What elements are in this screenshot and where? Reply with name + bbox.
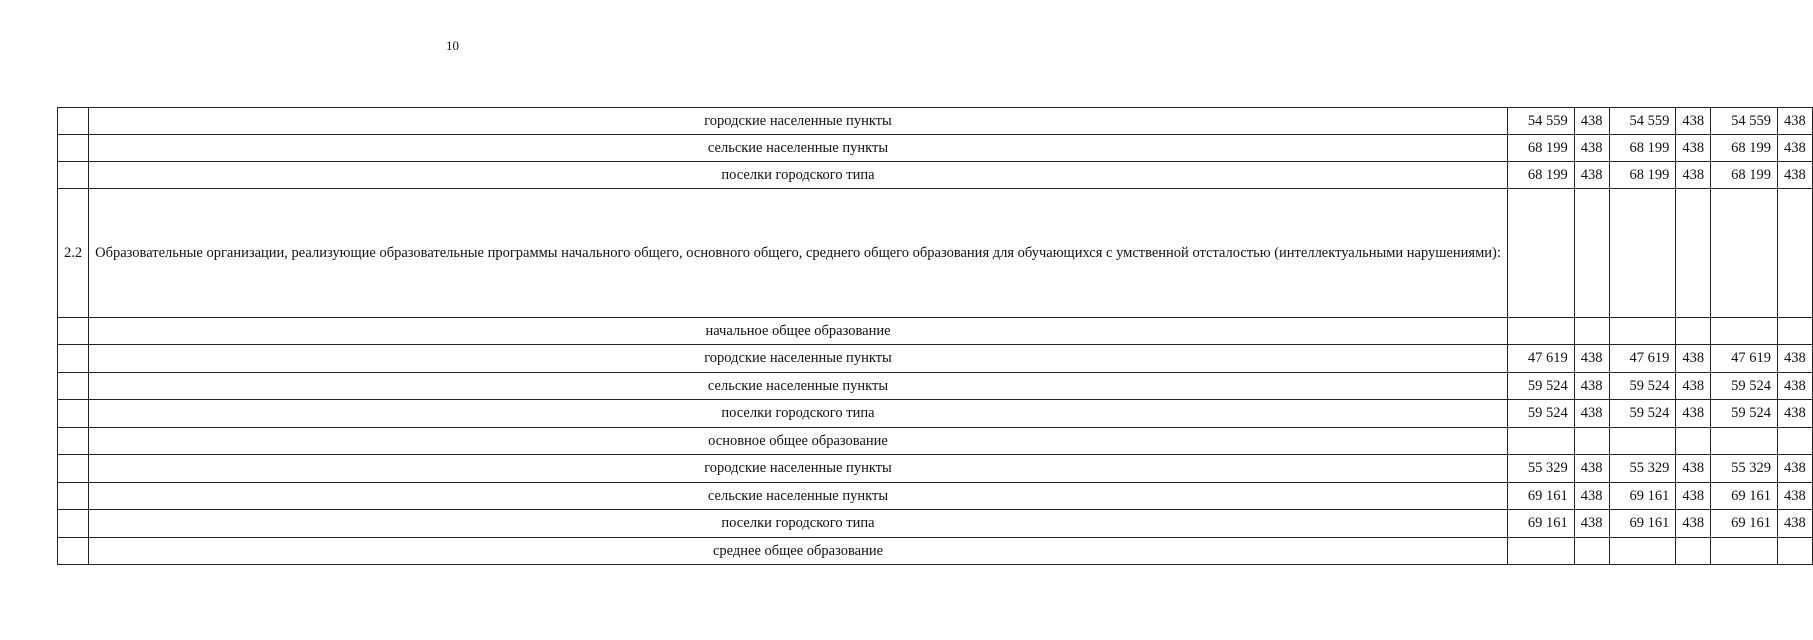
- value-text: 54 559: [1629, 112, 1670, 129]
- value-cell: [1609, 455, 1676, 483]
- value-text: 69 161: [1731, 487, 1771, 504]
- value-text: 55 329: [1731, 460, 1771, 476]
- value-cell: [1507, 483, 1574, 510]
- value-text: 55 329: [1629, 460, 1670, 476]
- row-number-cell: [58, 345, 89, 373]
- value-cell: [1778, 108, 1813, 135]
- value-cell: [1676, 318, 1711, 345]
- value-text: 438: [1784, 166, 1806, 183]
- table-row: [58, 538, 1813, 565]
- value-cell: [1778, 483, 1813, 510]
- value-text: 438: [1784, 377, 1806, 394]
- value-text: 47 619: [1629, 350, 1670, 366]
- table-row: [58, 345, 1813, 373]
- value-cell: [1676, 135, 1711, 162]
- value-cell: [1778, 538, 1813, 565]
- value-cell: [1609, 373, 1676, 400]
- value-text: 438: [1682, 112, 1705, 129]
- value-cell: [1676, 400, 1711, 428]
- value-text: 438: [1580, 377, 1603, 394]
- value-text: 438: [1784, 487, 1806, 504]
- value-cell: [1609, 135, 1676, 162]
- value-cell: [1676, 162, 1711, 189]
- value-cell: [1778, 400, 1813, 428]
- value-cell: [1609, 428, 1676, 455]
- row-label-cell: городские населенные пункты: [89, 108, 1508, 135]
- value-cell: [1711, 428, 1778, 455]
- value-cell: [1507, 135, 1574, 162]
- table-row: [58, 318, 1813, 345]
- value-cell: [1676, 345, 1711, 373]
- value-cell: [1778, 189, 1813, 318]
- table-row: [58, 428, 1813, 455]
- value-cell: [1609, 400, 1676, 428]
- table-row: [58, 108, 1813, 135]
- value-text: 69 161: [1527, 487, 1568, 504]
- table-row: [58, 135, 1813, 162]
- value-cell: [1507, 455, 1574, 483]
- value-cell: [1574, 318, 1609, 345]
- value-cell: [1778, 162, 1813, 189]
- value-cell: [1574, 483, 1609, 510]
- row-number-cell: [58, 162, 89, 189]
- value-cell: [1507, 373, 1574, 400]
- table-row: [58, 510, 1813, 538]
- value-cell: [1609, 510, 1676, 538]
- value-text: 438: [1682, 350, 1705, 366]
- value-cell: [1778, 373, 1813, 400]
- value-text: 438: [1580, 166, 1603, 183]
- row-label-cell: сельские населенные пункты: [89, 373, 1508, 400]
- value-cell: [1574, 373, 1609, 400]
- data-table: [57, 107, 1813, 565]
- value-cell: [1676, 538, 1711, 565]
- row-number-cell: [58, 373, 89, 400]
- row-number-cell: [58, 108, 89, 135]
- value-cell: [1711, 162, 1778, 189]
- value-text: 59 524: [1731, 405, 1771, 421]
- table-row: [58, 483, 1813, 510]
- table-row: [58, 162, 1813, 189]
- value-text: 438: [1580, 112, 1603, 129]
- value-text: 438: [1682, 139, 1705, 156]
- value-cell: [1711, 345, 1778, 373]
- value-cell: [1574, 400, 1609, 428]
- value-text: 68 199: [1527, 139, 1568, 156]
- value-text: 59 524: [1731, 377, 1771, 394]
- value-cell: [1609, 108, 1676, 135]
- value-cell: [1778, 345, 1813, 373]
- row-label-cell: сельские населенные пункты: [89, 135, 1508, 162]
- value-text: 69 161: [1527, 515, 1568, 531]
- value-cell: [1609, 345, 1676, 373]
- row-label-cell: поселки городского типа: [89, 162, 1508, 189]
- value-cell: [1778, 428, 1813, 455]
- value-text: 47 619: [1731, 350, 1771, 366]
- row-number-cell: [58, 538, 89, 565]
- value-cell: [1574, 455, 1609, 483]
- value-cell: [1711, 318, 1778, 345]
- value-cell: [1711, 538, 1778, 565]
- value-text: 68 199: [1731, 166, 1771, 183]
- value-cell: [1711, 455, 1778, 483]
- value-text: 68 199: [1629, 166, 1670, 183]
- value-cell: [1676, 455, 1711, 483]
- value-text: 69 161: [1629, 515, 1670, 531]
- value-text: 59 524: [1527, 405, 1568, 421]
- value-cell: [1507, 400, 1574, 428]
- value-cell: [1507, 189, 1574, 318]
- value-cell: [1574, 189, 1609, 318]
- value-text: 438: [1580, 460, 1603, 476]
- value-text: 54 559: [1731, 112, 1771, 129]
- table-row: [58, 455, 1813, 483]
- value-text: 438: [1784, 405, 1806, 421]
- value-cell: [1574, 538, 1609, 565]
- row-number-cell: [58, 455, 89, 483]
- value-cell: [1711, 483, 1778, 510]
- value-cell: [1609, 483, 1676, 510]
- value-cell: [1574, 510, 1609, 538]
- value-text: 438: [1784, 112, 1806, 129]
- value-text: 438: [1682, 460, 1705, 476]
- value-cell: [1507, 345, 1574, 373]
- value-text: 438: [1682, 405, 1705, 421]
- value-cell: [1609, 318, 1676, 345]
- row-label-cell: городские населенные пункты: [89, 455, 1508, 483]
- value-cell: [1507, 108, 1574, 135]
- row-label-cell: начальное общее образование: [89, 318, 1508, 345]
- value-cell: [1676, 510, 1711, 538]
- value-text: 438: [1580, 405, 1603, 421]
- value-cell: [1676, 428, 1711, 455]
- row-number-cell: [58, 318, 89, 345]
- row-label-cell: городские населенные пункты: [89, 345, 1508, 373]
- value-cell: [1507, 510, 1574, 538]
- value-cell: [1778, 510, 1813, 538]
- value-text: 438: [1580, 350, 1603, 366]
- value-text: 54 559: [1527, 112, 1568, 129]
- value-text: 59 524: [1629, 377, 1670, 394]
- value-cell: [1711, 373, 1778, 400]
- value-cell: [1574, 428, 1609, 455]
- value-text: 438: [1784, 460, 1806, 476]
- value-text: 438: [1682, 487, 1705, 504]
- value-cell: [1507, 538, 1574, 565]
- value-cell: [1711, 189, 1778, 318]
- row-label-cell: поселки городского типа: [89, 510, 1508, 538]
- value-cell: [1711, 510, 1778, 538]
- page-number: 10: [446, 38, 459, 53]
- value-cell: [1676, 373, 1711, 400]
- value-text: 438: [1682, 166, 1705, 183]
- table-row: [58, 373, 1813, 400]
- value-text: 68 199: [1629, 139, 1670, 156]
- value-text: 438: [1784, 139, 1806, 156]
- row-number-cell: [58, 510, 89, 538]
- value-text: 68 199: [1731, 139, 1771, 156]
- row-label-cell: поселки городского типа: [89, 400, 1508, 428]
- row-label-cell: основное общее образование: [89, 428, 1508, 455]
- value-cell: [1574, 108, 1609, 135]
- value-cell: [1609, 538, 1676, 565]
- value-cell: [1676, 108, 1711, 135]
- table-row: [58, 189, 1813, 318]
- row-label-cell: среднее общее образование: [89, 538, 1508, 565]
- value-cell: [1609, 162, 1676, 189]
- value-cell: [1676, 189, 1711, 318]
- value-cell: [1711, 108, 1778, 135]
- value-cell: [1711, 135, 1778, 162]
- value-text: 438: [1784, 350, 1806, 366]
- value-text: 55 329: [1527, 460, 1568, 476]
- value-cell: [1574, 162, 1609, 189]
- value-cell: [1507, 318, 1574, 345]
- value-cell: [1778, 135, 1813, 162]
- row-number-cell: 2.2: [58, 189, 89, 318]
- value-cell: [1676, 483, 1711, 510]
- table-row: [58, 400, 1813, 428]
- value-cell: [1574, 345, 1609, 373]
- value-text: 59 524: [1629, 405, 1670, 421]
- row-number-cell: [58, 483, 89, 510]
- value-text: 69 161: [1731, 515, 1771, 531]
- value-text: 69 161: [1629, 487, 1670, 504]
- value-cell: [1574, 135, 1609, 162]
- value-text: 47 619: [1527, 350, 1568, 366]
- row-number-cell: [58, 400, 89, 428]
- value-text: 438: [1682, 515, 1705, 531]
- value-cell: [1778, 318, 1813, 345]
- value-text: 68 199: [1527, 166, 1568, 183]
- value-text: 438: [1580, 139, 1603, 156]
- section-description-cell: Образовательные организации, реализующие образовательные программы начального общего, основного общего, среднего общего образования для обучающихся с умственной отсталостью (интеллектуальными нарушениями):: [89, 189, 1508, 318]
- value-text: 438: [1682, 377, 1705, 394]
- value-cell: [1507, 162, 1574, 189]
- value-cell: [1609, 189, 1676, 318]
- value-text: 438: [1580, 487, 1603, 504]
- row-label-cell: сельские населенные пункты: [89, 483, 1508, 510]
- row-number-cell: [58, 428, 89, 455]
- value-text: 438: [1580, 515, 1603, 531]
- row-number-cell: [58, 135, 89, 162]
- value-cell: [1778, 455, 1813, 483]
- value-text: 59 524: [1527, 377, 1568, 394]
- value-cell: [1507, 428, 1574, 455]
- value-text: 438: [1784, 515, 1806, 531]
- value-cell: [1711, 400, 1778, 428]
